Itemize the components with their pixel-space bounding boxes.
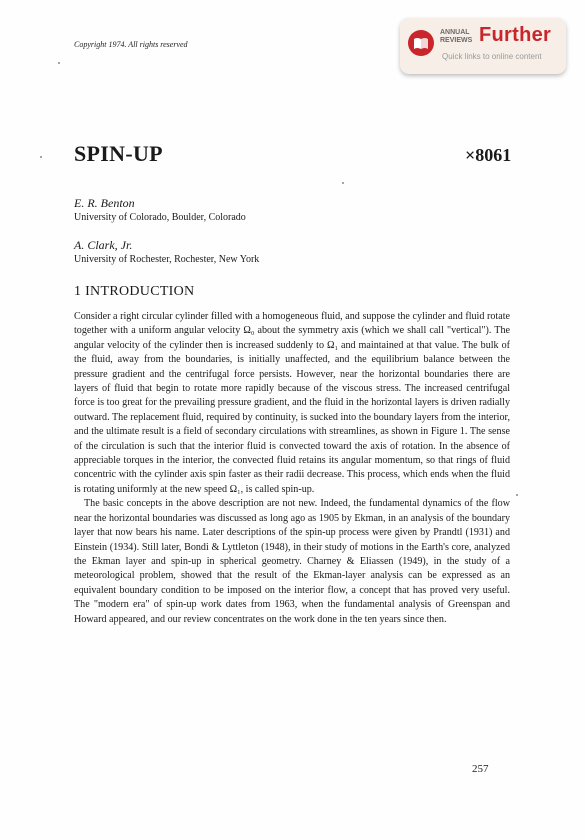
scan-speck	[40, 156, 42, 158]
article-body	[74, 310, 510, 627]
annual-reviews-logo-icon	[408, 30, 434, 56]
scan-speck	[516, 494, 518, 496]
brand-line-1: ANNUAL	[440, 29, 470, 36]
author-affiliation: University of Rochester, Rochester, New York	[74, 254, 260, 265]
body-paragraph: Consider a right circular cylinder filled with a homogeneous fluid, and suppose the cylinder and fluid rotate together with a uniform angular velocity Ω₀ about the symmetry axis (which we shall call "vertical"). The angular velocity of the cylinder then is increased suddenly to Ω₁ and maintained at that value. The bulk of the fluid, away from the boundaries, is initially unaffected, and the equilibrium balance between the pressure gradient and the centrifugal force persists. However, near the horizontal boundaries there are layers of fluid that begin to rotate more rapidly because of the viscous stress. The increased centrifugal force is too great for the prevailing pressure gradient, and the fluid in the horizontal layers is driven radially outward. The replacement fluid, required by continuity, is sucked into the boundary layers from the interior, and the ultimate result is a field of secondary circulations with streamlines, as shown in Figure 1. The sense of the circulation is such that the interior fluid is convected toward the axis of rotation. In the absence of appreciable torques in the interior, the convected fluid retains its angular momentum, so that rings of fluid concentric with the cylinder axis spin faster as their radii decrease. This process, which ends when the fluid is rotating uniformly at the new speed Ω₁, is called spin-up.	[74, 311, 510, 495]
section-heading: 1 INTRODUCTION	[74, 284, 195, 299]
further-wordmark: Further	[479, 24, 552, 46]
further-subtitle: Quick links to online content	[442, 52, 542, 61]
annual-reviews-brand	[440, 29, 480, 45]
page-number: 257	[472, 763, 489, 775]
copyright-notice: Copyright 1974. All rights reserved	[74, 40, 188, 49]
body-paragraph: The basic concepts in the above description are not new. Indeed, the fundamental dynamics of the flow near the horizontal boundaries was discussed as long ago as 1905 by Ekman, in an analysis of the boundary layer that now bears his name. Later descriptions of the spin-up process were given by Prandtl (1931) and Einstein (1934). Still later, Bondi & Lyttleton (1948), in their study of motions in the Earth's core, analyzed the Ekman layer and spin-up in spherical geometry. Charney & Eliassen (1949), in the study of a meteorological problem, showed that the result of the Ekman-layer analysis can be expressed as an equivalent boundary condition to be imposed on the interior flow, a concept that has proved very useful. The "modern era" of spin-up work dates from 1963, when the fundamental analysis of Greenspan and Howard appeared, and our review concentrates on the work done in the ten years since then.	[74, 498, 510, 625]
scan-speck	[342, 182, 344, 184]
author-name: E. R. Benton	[74, 196, 135, 210]
further-badge[interactable]	[400, 18, 566, 74]
author-name: A. Clark, Jr.	[74, 238, 133, 252]
article-number: ×8061	[465, 145, 512, 165]
article-title: SPIN-UP	[74, 141, 163, 166]
scan-speck	[58, 62, 60, 64]
author-affiliation: University of Colorado, Boulder, Colorado	[74, 212, 246, 223]
brand-line-2: REVIEWS	[440, 37, 473, 44]
